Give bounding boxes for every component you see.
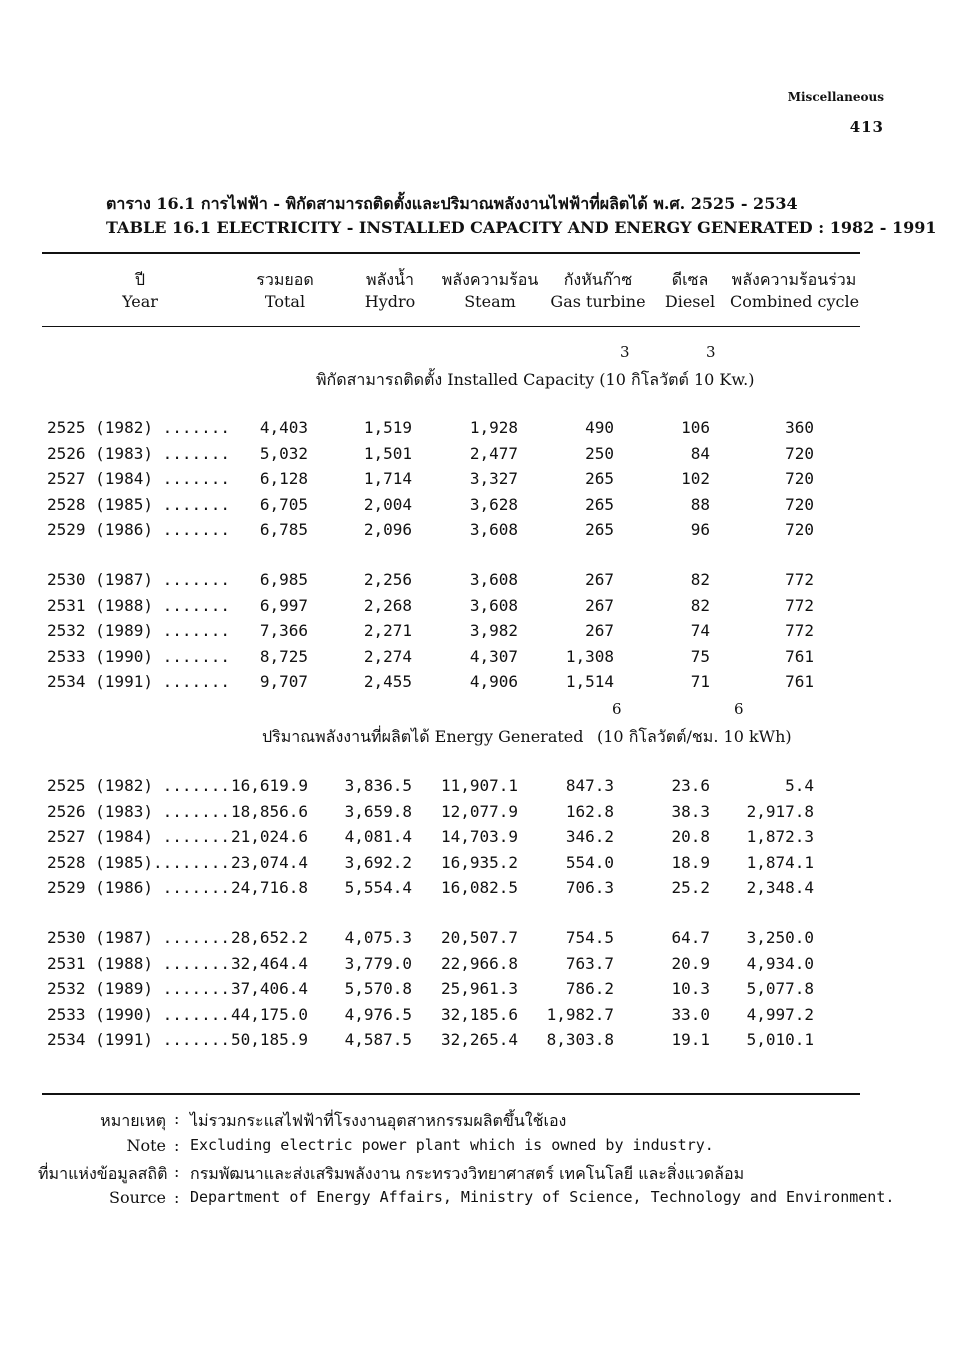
row-year: 2526 (1983) ....... xyxy=(47,443,231,463)
note-label: Note xyxy=(126,1136,166,1155)
energy-exponent-a: 6 xyxy=(612,700,622,718)
table-cell: 554.0 xyxy=(565,852,614,872)
table-cell: 16,935.2 xyxy=(440,852,518,872)
table-cell: 360 xyxy=(785,418,814,437)
source-text: Department of Energy Affairs, Ministry of Science, Technology and Environment. xyxy=(190,1188,895,1206)
table-cell: 3,779.0 xyxy=(344,953,412,973)
source-text-thai: กรมพัฒนาและส่งเสริมพลังงาน กระทรวงวิทยาศาสตร์ เทคโนโลยี และสิ่งแวดล้อม xyxy=(190,1164,745,1183)
table-cell: 6,985 xyxy=(259,570,308,589)
table-cell: 18.9 xyxy=(671,852,710,872)
table-cell: 82 xyxy=(690,570,710,589)
table-cell: 5,077.8 xyxy=(746,979,814,999)
row-year: 2534 (1991) ....... xyxy=(47,1030,231,1050)
table-cell: 2,348.4 xyxy=(746,878,814,898)
table-cell: 346.2 xyxy=(565,827,614,847)
note-colon: : xyxy=(174,1188,180,1207)
table-cell: 763.7 xyxy=(565,953,614,973)
table-cell: 1,928 xyxy=(469,418,518,437)
table-cell: 1,982.7 xyxy=(546,1004,614,1024)
table-cell: 720 xyxy=(785,520,814,540)
table-cell: 9,707 xyxy=(259,672,308,692)
table-cell: 37,406.4 xyxy=(230,979,308,999)
energy-exponent-b: 6 xyxy=(734,700,744,718)
col-year: Year xyxy=(122,292,158,311)
row-year: 2533 (1990) ....... xyxy=(47,646,231,666)
table-cell: 3,836.5 xyxy=(344,776,412,795)
table-cell: 88 xyxy=(690,494,710,514)
table-cell: 490 xyxy=(585,418,614,437)
table-cell: 50,185.9 xyxy=(230,1030,308,1050)
table-cell: 3,608 xyxy=(469,520,518,540)
table-cell: 84 xyxy=(690,443,710,463)
table-cell: 772 xyxy=(785,621,814,641)
row-year: 2532 (1989) ....... xyxy=(47,979,231,999)
table-cell: 3,250.0 xyxy=(746,928,814,947)
table-cell: 720 xyxy=(785,494,814,514)
table-cell: 3,659.8 xyxy=(344,801,412,821)
table-cell: 32,265.4 xyxy=(440,1030,518,1050)
row-year: 2525 (1982) ....... xyxy=(47,418,231,437)
capacity-section-title xyxy=(316,368,754,393)
row-year: 2533 (1990) ....... xyxy=(47,1004,231,1024)
note-colon: : xyxy=(174,1162,180,1181)
table-cell: 4,075.3 xyxy=(344,928,412,947)
energy-unit: (10 กิโลวัตต์/ชม. 10 kWh) xyxy=(597,727,792,746)
table-cell: 7,366 xyxy=(259,621,308,641)
table-cell: 5,010.1 xyxy=(746,1030,814,1050)
table-cell: 3,982 xyxy=(469,621,518,641)
table-cell: 267 xyxy=(585,621,614,641)
table-cell: 250 xyxy=(585,443,614,463)
col-combined-thai: พลังความร้อนร่วม xyxy=(731,270,857,289)
table-cell: 786.2 xyxy=(565,979,614,999)
table-cell: 2,477 xyxy=(469,443,518,463)
col-total: Total xyxy=(264,292,306,311)
row-year: 2530 (1987) ....... xyxy=(47,570,231,589)
row-year: 2526 (1983) ....... xyxy=(47,801,231,821)
table-cell: 2,271 xyxy=(363,621,412,641)
table-cell: 44,175.0 xyxy=(230,1004,308,1024)
table-cell: 16,619.9 xyxy=(230,776,308,795)
col-hydro-thai: พลังน้ำ xyxy=(365,270,415,289)
table-cell: 1,714 xyxy=(363,469,412,489)
table-cell: 1,308 xyxy=(565,646,614,666)
table-cell: 23,074.4 xyxy=(230,852,308,872)
table-cell: 16,082.5 xyxy=(440,878,518,898)
table-cell: 8,725 xyxy=(259,646,308,666)
table-cell: 2,274 xyxy=(363,646,412,666)
note-colon: : xyxy=(174,1136,180,1155)
row-year: 2528 (1985) ....... xyxy=(47,494,231,514)
table-cell: 3,608 xyxy=(469,595,518,615)
source-label-thai: ที่มาแห่งข้อมูลสถิติ xyxy=(38,1164,168,1183)
table-cell: 4,934.0 xyxy=(746,953,814,973)
table-cell: 5,570.8 xyxy=(344,979,412,999)
row-year: 2529 (1986) ....... xyxy=(47,520,231,540)
table-cell: 33.0 xyxy=(671,1004,710,1024)
table-cell: 1,519 xyxy=(363,418,412,437)
table-cell: 2,268 xyxy=(363,595,412,615)
table-cell: 20.8 xyxy=(671,827,710,847)
row-year: 2529 (1986) ....... xyxy=(47,878,231,898)
table-cell: 74 xyxy=(690,621,710,641)
capacity-title-thai: พิกัดสามารถติดตั้ง xyxy=(316,370,443,389)
table-cell: 5.4 xyxy=(785,776,814,795)
table-cell: 19.1 xyxy=(671,1030,710,1050)
table-cell: 2,256 xyxy=(363,570,412,589)
table-cell: 14,703.9 xyxy=(440,827,518,847)
table-cell: 6,785 xyxy=(259,520,308,540)
capacity-exponent-a: 3 xyxy=(620,343,630,361)
table-cell: 761 xyxy=(785,646,814,666)
table-cell: 38.3 xyxy=(671,801,710,821)
table-cell: 3,692.2 xyxy=(344,852,412,872)
table-cell: 1,514 xyxy=(565,672,614,692)
col-gas-thai: กังหันก๊าซ xyxy=(563,270,633,289)
col-combined-cycle: Combined cycle xyxy=(730,292,860,311)
table-cell: 772 xyxy=(785,595,814,615)
section-label: Miscellaneous xyxy=(787,90,884,104)
table-cell: 847.3 xyxy=(565,776,614,795)
table-cell: 265 xyxy=(585,520,614,540)
table-cell: 21,024.6 xyxy=(230,827,308,847)
header-rule xyxy=(42,326,860,327)
table-cell: 25.2 xyxy=(671,878,710,898)
table-cell: 267 xyxy=(585,570,614,589)
table-cell: 5,032 xyxy=(259,443,308,463)
table-cell: 706.3 xyxy=(565,878,614,898)
col-steam: Steam xyxy=(464,292,516,311)
table-cell: 265 xyxy=(585,469,614,489)
row-year: 2527 (1984) ....... xyxy=(47,469,231,489)
table-cell: 32,464.4 xyxy=(230,953,308,973)
table-cell: 18,856.6 xyxy=(230,801,308,821)
row-year: 2532 (1989) ....... xyxy=(47,621,231,641)
table-cell: 22,966.8 xyxy=(440,953,518,973)
source-label: Source xyxy=(109,1188,166,1207)
table-cell: 754.5 xyxy=(565,928,614,947)
row-year: 2530 (1987) ....... xyxy=(47,928,231,947)
table-cell: 71 xyxy=(690,672,710,692)
table-cell: 4,587.5 xyxy=(344,1030,412,1050)
table-cell: 2,004 xyxy=(363,494,412,514)
table-cell: 64.7 xyxy=(671,928,710,947)
table-cell: 4,976.5 xyxy=(344,1004,412,1024)
table-cell: 6,997 xyxy=(259,595,308,615)
note-text: Excluding electric power plant which is owned by industry. xyxy=(190,1136,714,1154)
table-cell: 4,403 xyxy=(259,418,308,437)
table-cell: 28,652.2 xyxy=(230,928,308,947)
table-cell: 761 xyxy=(785,672,814,692)
table-cell: 2,917.8 xyxy=(746,801,814,821)
table-cell: 102 xyxy=(681,469,710,489)
table-cell: 20,507.7 xyxy=(440,928,518,947)
table-cell: 267 xyxy=(585,595,614,615)
table-cell: 1,501 xyxy=(363,443,412,463)
table-cell: 5,554.4 xyxy=(344,878,412,898)
table-cell: 23.6 xyxy=(671,776,710,795)
table-cell: 162.8 xyxy=(565,801,614,821)
top-rule xyxy=(42,252,860,254)
row-year: 2528 (1985)........ xyxy=(47,852,231,872)
table-cell: 4,081.4 xyxy=(344,827,412,847)
table-cell: 6,128 xyxy=(259,469,308,489)
table-cell: 32,185.6 xyxy=(440,1004,518,1024)
table-cell: 3,327 xyxy=(469,469,518,489)
row-year: 2534 (1991) ....... xyxy=(47,672,231,692)
capacity-title-eng: Installed Capacity (10 xyxy=(447,370,626,389)
table-cell: 20.9 xyxy=(671,953,710,973)
table-cell: 25,961.3 xyxy=(440,979,518,999)
note-text-thai: ไม่รวมกระแสไฟฟ้าที่โรงงานอุตสาหกรรมผลิตขึ้นใช้เอง xyxy=(190,1111,567,1130)
row-year: 2531 (1988) ....... xyxy=(47,595,231,615)
energy-title-thai: ปริมาณพลังงานที่ผลิตได้ xyxy=(262,727,430,746)
col-total-thai: รวมยอด xyxy=(256,270,314,289)
row-year: 2531 (1988) ....... xyxy=(47,953,231,973)
table-title-english: TABLE 16.1 ELECTRICITY - INSTALLED CAPACITY AND ENERGY GENERATED : 1982 - 1991 xyxy=(106,218,937,237)
table-cell: 772 xyxy=(785,570,814,589)
table-title-thai: ตาราง 16.1 การไฟฟ้า - พิกัดสามารถติดตั้งและปริมาณพลังงานไฟฟ้าที่ผลิตได้ พ.ศ. 2525 - 2534 xyxy=(106,194,798,213)
table-cell: 3,608 xyxy=(469,570,518,589)
page-number: 413 xyxy=(849,118,884,136)
table-cell: 4,906 xyxy=(469,672,518,692)
table-cell: 106 xyxy=(681,418,710,437)
col-diesel: Diesel xyxy=(664,292,716,311)
table-cell: 1,872.3 xyxy=(746,827,814,847)
table-cell: 6,705 xyxy=(259,494,308,514)
table-cell: 2,096 xyxy=(363,520,412,540)
table-cell: 265 xyxy=(585,494,614,514)
table-cell: 8,303.8 xyxy=(546,1030,614,1050)
note-colon: : xyxy=(174,1109,180,1128)
table-cell: 11,907.1 xyxy=(440,776,518,795)
table-cell: 2,455 xyxy=(363,672,412,692)
table-cell: 720 xyxy=(785,469,814,489)
row-year: 2527 (1984) ....... xyxy=(47,827,231,847)
table-cell: 720 xyxy=(785,443,814,463)
table-cell: 75 xyxy=(690,646,710,666)
col-hydro: Hydro xyxy=(364,292,416,311)
col-diesel-thai: ดีเซล xyxy=(671,270,709,289)
capacity-unit: กิโลวัตต์ 10 Kw.) xyxy=(631,370,755,389)
col-steam-thai: พลังความร้อน xyxy=(441,270,539,289)
table-cell: 1,874.1 xyxy=(746,852,814,872)
table-cell: 4,307 xyxy=(469,646,518,666)
note-label-thai: หมายเหตุ xyxy=(100,1111,166,1130)
row-year: 2525 (1982) ....... xyxy=(47,776,231,795)
table-cell: 82 xyxy=(690,595,710,615)
col-year-thai: ปี xyxy=(134,270,146,289)
table-cell: 3,628 xyxy=(469,494,518,514)
bottom-rule xyxy=(42,1093,860,1095)
table-cell: 24,716.8 xyxy=(230,878,308,898)
table-cell: 4,997.2 xyxy=(746,1004,814,1024)
table-cell: 12,077.9 xyxy=(440,801,518,821)
col-gas-turbine: Gas turbine xyxy=(550,292,646,311)
energy-title-eng: Energy Generated xyxy=(434,727,584,746)
energy-section-title xyxy=(262,725,584,750)
table-cell: 10.3 xyxy=(671,979,710,999)
capacity-exponent-b: 3 xyxy=(706,343,716,361)
table-cell: 96 xyxy=(690,520,710,540)
